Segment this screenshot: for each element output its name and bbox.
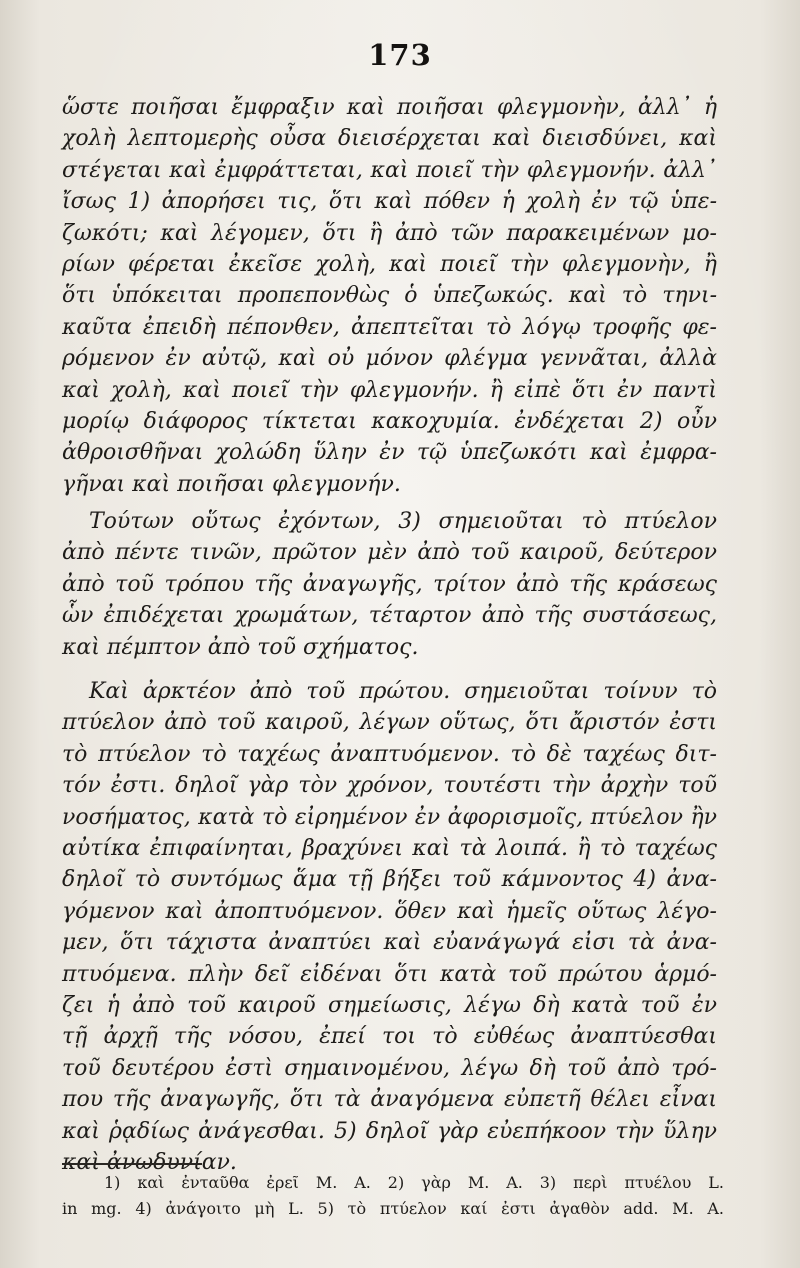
text-line: δηλοῖ τὸ συντόμως ἅμα τῇ βήξει τοῦ κάμνοντος 4) ἀνα- [62, 867, 717, 893]
text-line: καὶ πέμπτον ἀπὸ τοῦ σχήματος. [62, 634, 419, 660]
text-line: καὶ χολὴ, καὶ ποιεῖ τὴν φλεγμονήν. ἢ εἰπὲ ὅτι ἐν παντὶ [62, 377, 717, 403]
text-line: ἴσως 1) ἀπορήσει τις, ὅτι καὶ πόθεν ἡ χολὴ ἐν τῷ ὑπε- [62, 189, 717, 215]
page-number: 173 [368, 38, 432, 72]
text-line: ὅτι ὑπόκειται προπεπονθὼς ὁ ὑπεζωκώς. καὶ τὸ τηνι- [62, 283, 717, 309]
text-line: ζει ἡ ἀπὸ τοῦ καιροῦ σημείωσις, λέγω δὴ κατὰ τοῦ ἐν [62, 992, 717, 1018]
footnote-line: in mg. 4) ἀνάγοιτο μὴ L. 5) τὸ πτύελον καί ἐστι ἀγαθὸν add. M. A. [62, 1199, 724, 1218]
text-line: ζωκότι; καὶ λέγομεν, ὅτι ἢ ἀπὸ τῶν παρακειμένων μο- [62, 220, 717, 246]
text-line: νοσήματος, κατὰ τὸ εἰρημένον ἐν ἀφορισμοῖς, πτύελον ἢν [62, 804, 717, 830]
text-line: καῦτα ἐπειδὴ πέπονθεν, ἀπεπτεῖται τὸ λόγῳ τροφῆς φε- [62, 314, 717, 340]
footnotes [62, 1170, 724, 1222]
body-text [62, 92, 717, 1178]
text-line: ἀθροισθῆναι χολώδη ὕλην ἐν τῷ ὑπεζωκότι καὶ ἐμφρα- [62, 440, 717, 466]
text-line: ρόμενον ἐν αὐτῷ, καὶ οὐ μόνον φλέγμα γεννᾶται, ἀλλὰ [62, 346, 717, 372]
text-line: τὸ πτύελον τὸ ταχέως ἀναπτυόμενον. τὸ δὲ ταχέως διτ- [62, 741, 717, 767]
text-line: Τούτων οὕτως ἐχόντων, 3) σημειοῦται τὸ πτύελον [89, 509, 717, 535]
text-line: χολὴ λεπτομερὴς οὖσα διεισέρχεται καὶ διεισδύνει, καὶ [62, 126, 717, 152]
text-line: Καὶ ἀρκτέον ἀπὸ τοῦ πρώτου. σημειοῦται τοίνυν τὸ [89, 679, 717, 705]
text-line: πτυόμενα. πλὴν δεῖ εἰδέναι ὅτι κατὰ τοῦ πρώτου ἁρμό- [62, 961, 717, 987]
text-line: ρίων φέρεται ἐκεῖσε χολὴ, καὶ ποιεῖ τὴν φλεγμονὴν, ἢ [62, 251, 717, 277]
text-line: γόμενον καὶ ἀποπτυόμενον. ὅθεν καὶ ἡμεῖς οὕτως λέγο- [62, 898, 717, 924]
text-line: καὶ ἀνωδυνίαν. [62, 1149, 237, 1175]
text-line: ὥστε ποιῆσαι ἔμφραξιν καὶ ποιῆσαι φλεγμονὴν, ἀλλ᾽ ἡ [62, 95, 717, 120]
paragraph-3 [62, 676, 717, 1178]
footnote-line: 1) καὶ ἐνταῦθα ἐρεῖ M. A. 2) γὰρ M. A. 3) περὶ πτυέλου L. [104, 1173, 724, 1192]
text-line: στέγεται καὶ ἐμφράττεται, καὶ ποιεῖ τὴν φλεγμονήν. ἀλλ᾽ [62, 157, 717, 183]
text-line: αὐτίκα ἐπιφαίνηται, βραχύνει καὶ τὰ λοιπά. ἢ τὸ ταχέως [62, 835, 717, 861]
text-line: τοῦ δευτέρου ἐστὶ σημαινομένου, λέγω δὴ τοῦ ἀπὸ τρό- [62, 1055, 717, 1081]
text-line: μεν, ὅτι τάχιστα ἀναπτύει καὶ εὐανάγωγά εἰσι τὰ ἀνα- [62, 930, 717, 956]
text-line: ἀπὸ πέντε τινῶν, πρῶτον μὲν ἀπὸ τοῦ καιροῦ, δεύτερον [62, 540, 717, 566]
text-line: πτύελον ἀπὸ τοῦ καιροῦ, λέγων οὕτως, ὅτι ἄριστόν ἐστι [62, 710, 717, 736]
text-line: γῆναι καὶ ποιῆσαι φλεγμονήν. [62, 471, 401, 497]
paragraph-gap [62, 663, 717, 676]
paragraph-2 [62, 506, 717, 663]
text-line: ἀπὸ τοῦ τρόπου τῆς ἀναγωγῆς, τρίτον ἀπὸ τῆς κράσεως [62, 571, 717, 597]
paragraph-1 [62, 92, 717, 500]
text-line: μορίῳ διάφορος τίκτεται κακοχυμία. ἐνδέχεται 2) οὖν [62, 408, 717, 434]
text-line: που τῆς ἀναγωγῆς, ὅτι τὰ ἀναγόμενα εὐπετῆ θέλει εἶναι [62, 1087, 717, 1113]
text-line: τόν ἐστι. δηλοῖ γὰρ τὸν χρόνον, τουτέστι τὴν ἀρχὴν τοῦ [62, 773, 717, 799]
text-line: ὧν ἐπιδέχεται χρωμάτων, τέταρτον ἀπὸ τῆς συστάσεως, [62, 603, 717, 629]
text-line: τῇ ἀρχῇ τῆς νόσου, ἐπεί τοι τὸ εὐθέως ἀναπτύεσθαι [62, 1024, 717, 1050]
footnote-divider [62, 1163, 202, 1165]
text-line: καὶ ῥᾳδίως ἀνάγεσθαι. 5) δηλοῖ γὰρ εὐεπήκοον τὴν ὕλην [62, 1118, 717, 1144]
